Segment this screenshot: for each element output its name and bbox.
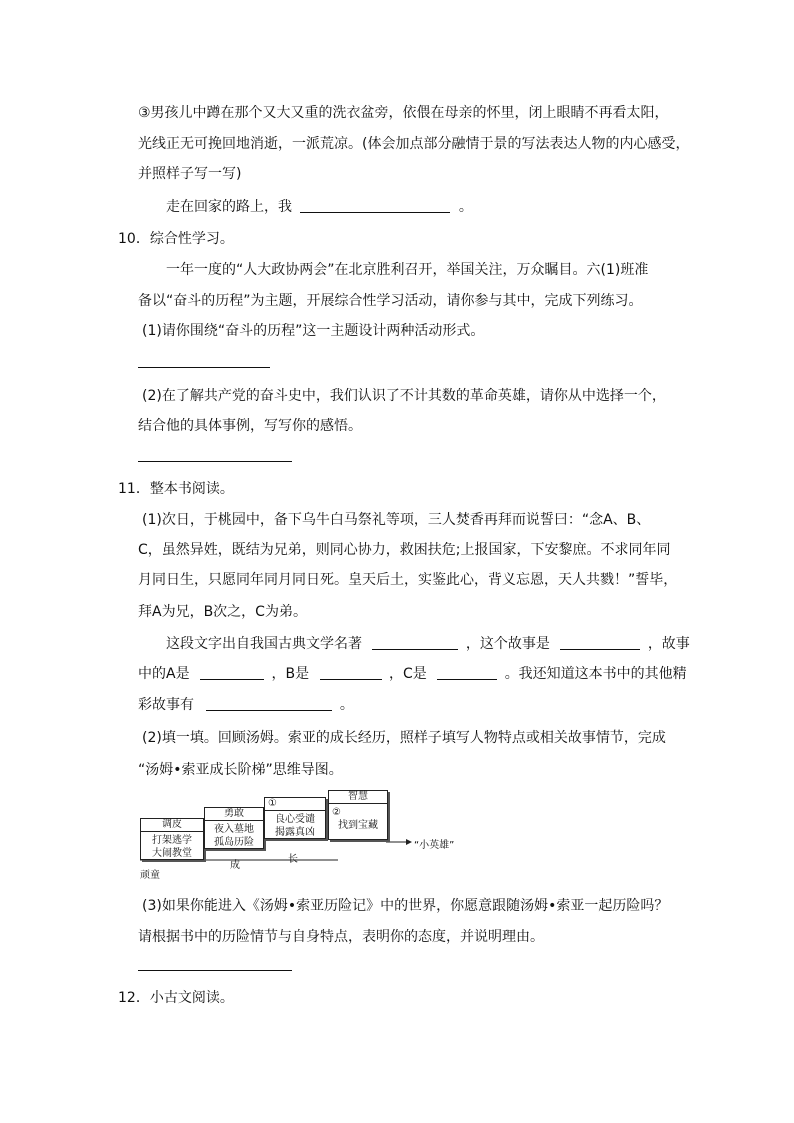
q9-fill-prefix: 走在回家的路上，我 — [166, 199, 292, 215]
q9-line-2: 光线正无可挽回地消逝，一派荒凉。(体会加点部分融情于景的写法表达人物的内心感受， — [138, 136, 690, 152]
q11-sub2-line-a: (2)填一填。回顾汤姆。索亚的成长经历，照样子填写人物特点或相关故事情节，完成 — [142, 730, 666, 746]
q10-para-2: 备以“奋斗的历程”为主题，开展综合性学习活动，请你参与其中，完成下列练习。 — [138, 293, 643, 309]
q9-line-3: 并照样子写一写) — [138, 166, 242, 182]
ladder-step-4 — [328, 790, 388, 840]
ladder-step-1-body-1: 打架逃学 — [152, 835, 192, 846]
ladder-step-3 — [264, 797, 326, 839]
q9-line-1: ③男孩儿中蹲在那个又大又重的洗衣盆旁，依偎在母亲的怀里，闭上眼睛不再看太阳， — [138, 105, 669, 121]
q10-sub-2a: (2)在了解共产党的奋斗史中，我们认识了不计其数的革命英雄，请你从中选择一个， — [142, 388, 666, 404]
ladder-step-1-title: 调皮 — [141, 819, 203, 832]
q10-answer-line-2[interactable] — [138, 461, 292, 462]
q11-answer-line[interactable] — [138, 970, 292, 971]
q11-fill-1b: ，这个故事是 — [465, 636, 550, 652]
q11-blank-other-stories[interactable] — [206, 696, 332, 711]
ladder-step-2 — [204, 807, 264, 849]
q11-fill-2d: 。我还知道这本书中的其他精 — [504, 666, 687, 682]
ladder-step-2-body-1: 夜入墓地 — [214, 824, 254, 835]
q11-fill-1c: ，故事 — [647, 636, 690, 652]
q11-blank-a[interactable] — [200, 665, 264, 680]
q11-sub1-line-b: C，虽然异姓，既结为兄弟，则同心协力，救困扶危;上报国家，下安黎庶。不求同年同 — [138, 542, 671, 558]
q10-para-1: 一年一度的“人大政协两会”在北京胜利召开，举国关注，万众瞩目。六(1)班准 — [166, 262, 649, 278]
ladder-step-4-body: 找到宝藏 — [338, 820, 378, 831]
ladder-step-2-title: 勇敢 — [205, 808, 263, 821]
q11-fill-1a: 这段文字出自我国古典文学名著 — [166, 636, 362, 652]
q11-fill-2b: ，B是 — [271, 666, 310, 682]
q12-heading: 12．小古文阅读。 — [118, 990, 234, 1006]
ladder-axis-mid-2: 长 — [288, 854, 298, 865]
q11-blank-c[interactable] — [437, 665, 497, 680]
q11-fill-2c: ，C是 — [389, 666, 427, 682]
ladder-step-1-body-2: 大闹教堂 — [152, 848, 192, 859]
ladder-end-label: “小英雄” — [414, 840, 455, 851]
q9-fill-suffix: 。 — [458, 199, 473, 215]
q10-heading: 10．综合性学习。 — [118, 231, 234, 247]
ladder-step-1 — [140, 818, 204, 860]
q11-fill-line-1 — [166, 634, 690, 654]
q11-sub1-line-c: 月同日生，只愿同年同月同日死。皇天后土，实鉴此心，背义忘恩，天人共戮！”誓毕， — [138, 572, 678, 588]
growth-ladder-diagram — [138, 790, 458, 884]
ladder-step-4-mark[interactable]: ② — [332, 807, 341, 818]
ladder-step-2-body-2: 孤岛历险 — [214, 837, 254, 848]
q11-fill-line-3 — [138, 695, 354, 715]
q11-sub3-line-b: 请根据书中的历险情节与自身特点，表明你的态度，并说明理由。 — [138, 929, 544, 945]
q11-blank-b[interactable] — [320, 665, 382, 680]
ladder-step-3-title[interactable]: ① — [265, 798, 325, 811]
q11-heading: 11．整本书阅读。 — [118, 481, 234, 497]
q11-blank-book[interactable] — [372, 635, 458, 650]
ladder-step-3-body-1: 良心受谴 — [275, 814, 315, 825]
q11-blank-story[interactable] — [560, 635, 640, 650]
q9-answer-blank[interactable] — [300, 198, 450, 213]
ladder-axis-start: 顽童 — [140, 870, 160, 881]
q9-fill-line — [166, 197, 473, 217]
q11-fill-3b: 。 — [339, 697, 354, 713]
q11-sub2-line-b: “汤姆•索亚成长阶梯”思维导图。 — [138, 762, 343, 778]
ladder-step-4-title: 智慧 — [329, 791, 387, 804]
q11-fill-line-2 — [138, 664, 687, 684]
ladder-axis-mid: 成 — [230, 860, 240, 871]
q11-sub1-line-d: 拜A为兄，B次之，C为弟。 — [138, 604, 307, 620]
q10-sub-2b: 结合他的具体事例，写写你的感悟。 — [138, 418, 362, 434]
q11-fill-3a: 彩故事有 — [138, 697, 194, 713]
q11-fill-2a: 中的A是 — [138, 666, 190, 682]
q11-sub1-line-a: (1)次日，于桃园中，备下乌牛白马祭礼等项，三人焚香再拜而说誓曰：“念A、B、 — [142, 512, 651, 528]
q10-answer-line-1[interactable] — [138, 367, 270, 368]
q10-sub-1: (1)请你围绕“奋斗的历程”这一主题设计两种活动形式。 — [142, 323, 485, 339]
q11-sub3-line-a: (3)如果你能进入《汤姆•索亚历险记》中的世界，你愿意跟随汤姆•索亚一起历险吗？ — [142, 898, 669, 914]
ladder-step-3-body-2: 揭露真凶 — [275, 827, 315, 838]
